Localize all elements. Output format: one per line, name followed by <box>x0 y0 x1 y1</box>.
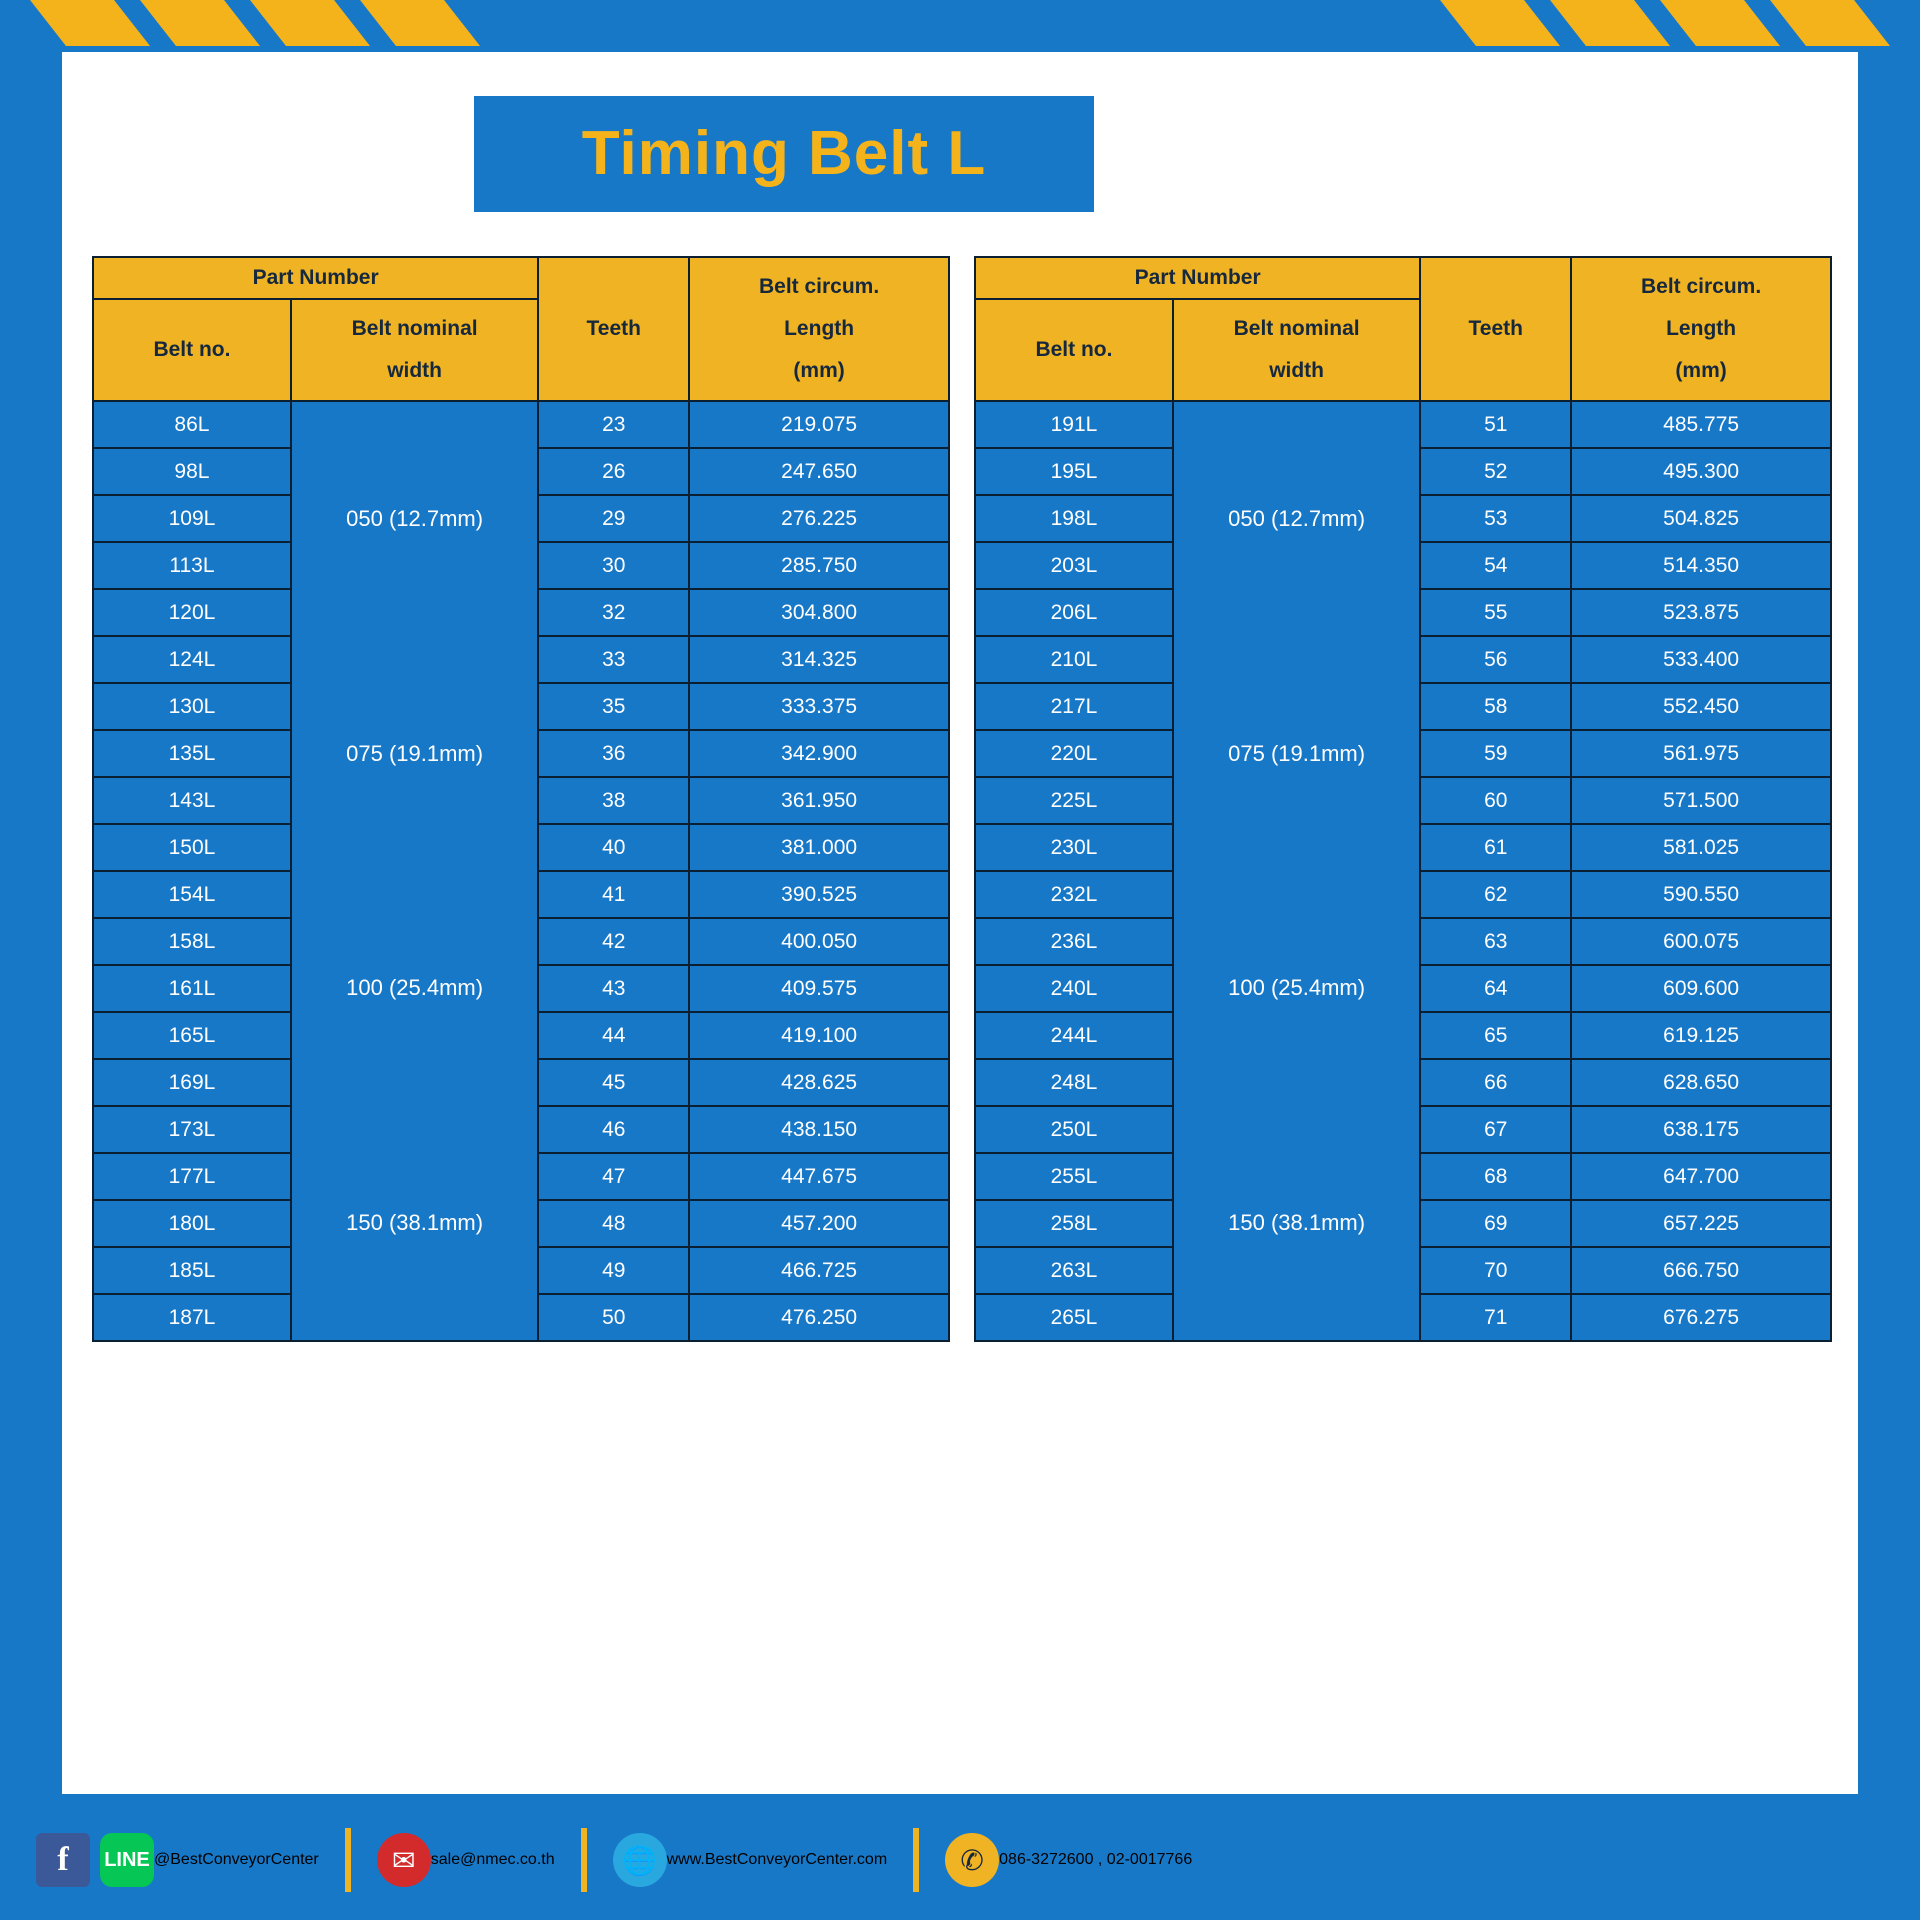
cell-belt-no: 236L <box>975 918 1173 965</box>
cell-teeth: 56 <box>1420 636 1571 683</box>
cell-length: 390.525 <box>689 871 949 918</box>
cell-teeth: 71 <box>1420 1294 1571 1341</box>
cell-teeth: 69 <box>1420 1200 1571 1247</box>
cell-teeth: 68 <box>1420 1153 1571 1200</box>
footer-divider-2 <box>581 1828 587 1892</box>
cell-teeth: 63 <box>1420 918 1571 965</box>
social-handle: @BestConveyorCenter <box>154 1851 319 1868</box>
chevron-decor-6 <box>1550 0 1670 46</box>
chevron-decor-8 <box>1770 0 1890 46</box>
header-belt-no-left: Belt no. <box>93 299 291 401</box>
cell-teeth: 65 <box>1420 1012 1571 1059</box>
footer-divider-1 <box>345 1828 351 1892</box>
cell-length: 419.100 <box>689 1012 949 1059</box>
cell-length: 381.000 <box>689 824 949 871</box>
cell-length: 561.975 <box>1571 730 1831 777</box>
cell-teeth: 33 <box>538 636 689 683</box>
cell-belt-no: 150L <box>93 824 291 871</box>
cell-belt-no: 180L <box>93 1200 291 1247</box>
cell-length: 342.900 <box>689 730 949 777</box>
cell-teeth: 44 <box>538 1012 689 1059</box>
cell-teeth: 58 <box>1420 683 1571 730</box>
header-length-label-left: Length <box>784 317 855 340</box>
cell-length: 409.575 <box>689 965 949 1012</box>
belt-table-left-body <box>93 401 949 1341</box>
page-title-banner <box>474 96 1094 212</box>
cell-length: 333.375 <box>689 683 949 730</box>
header-length-label-right: Length <box>1666 317 1737 340</box>
cell-teeth: 23 <box>538 401 689 448</box>
belt-width-option-2: 100 (25.4mm) <box>1228 975 1366 1001</box>
belt-table-left <box>92 256 950 1342</box>
cell-belt-no: 86L <box>93 401 291 448</box>
header-belt-width-left <box>291 299 538 401</box>
facebook-icon[interactable]: f <box>36 1833 90 1887</box>
header-teeth-right: Teeth <box>1420 257 1571 401</box>
cell-length: 485.775 <box>1571 401 1831 448</box>
belt-tables <box>92 256 1832 1342</box>
cell-teeth: 50 <box>538 1294 689 1341</box>
header-part-number-left: Part Number <box>93 257 538 299</box>
cell-belt-no: 232L <box>975 871 1173 918</box>
cell-belt-no: 217L <box>975 683 1173 730</box>
globe-icon[interactable]: 🌐 <box>613 1833 667 1887</box>
cell-teeth: 70 <box>1420 1247 1571 1294</box>
cell-teeth: 66 <box>1420 1059 1571 1106</box>
cell-teeth: 32 <box>538 589 689 636</box>
cell-teeth: 49 <box>538 1247 689 1294</box>
cell-belt-no: 187L <box>93 1294 291 1341</box>
belt-width-option-1: 075 (19.1mm) <box>1228 740 1366 766</box>
cell-belt-no: 158L <box>93 918 291 965</box>
header-teeth-left: Teeth <box>538 257 689 401</box>
cell-teeth: 29 <box>538 495 689 542</box>
chevron-decor-3 <box>250 0 370 46</box>
cell-belt-no: 225L <box>975 777 1173 824</box>
cell-length: 314.325 <box>689 636 949 683</box>
cell-teeth: 59 <box>1420 730 1571 777</box>
cell-belt-no: 203L <box>975 542 1173 589</box>
cell-length: 400.050 <box>689 918 949 965</box>
cell-belt-no: 113L <box>93 542 291 589</box>
cell-belt-no: 130L <box>93 683 291 730</box>
cell-belt-no: 124L <box>93 636 291 683</box>
cell-belt-no: 250L <box>975 1106 1173 1153</box>
cell-belt-no: 120L <box>93 589 291 636</box>
cell-length: 438.150 <box>689 1106 949 1153</box>
footer-website[interactable] <box>613 1833 888 1887</box>
cell-belt-no: 98L <box>93 448 291 495</box>
cell-length: 600.075 <box>1571 918 1831 965</box>
cell-teeth: 47 <box>538 1153 689 1200</box>
cell-teeth: 40 <box>538 824 689 871</box>
cell-teeth: 48 <box>538 1200 689 1247</box>
cell-teeth: 36 <box>538 730 689 777</box>
cell-belt-no: 206L <box>975 589 1173 636</box>
cell-belt-no: 161L <box>93 965 291 1012</box>
header-belt-width-right <box>1173 299 1420 401</box>
cell-length: 361.950 <box>689 777 949 824</box>
cell-teeth: 26 <box>538 448 689 495</box>
cell-belt-nominal-width <box>291 401 538 1341</box>
cell-teeth: 45 <box>538 1059 689 1106</box>
header-mm-label-right: (mm) <box>1675 359 1727 382</box>
cell-length: 514.350 <box>1571 542 1831 589</box>
cell-teeth: 38 <box>538 777 689 824</box>
cell-belt-no: 198L <box>975 495 1173 542</box>
header-belt-no-right: Belt no. <box>975 299 1173 401</box>
cell-belt-no: 255L <box>975 1153 1173 1200</box>
cell-belt-no: 248L <box>975 1059 1173 1106</box>
phone-icon[interactable]: ✆ <box>945 1833 999 1887</box>
cell-teeth: 52 <box>1420 448 1571 495</box>
footer-divider-3 <box>913 1828 919 1892</box>
cell-belt-no: 177L <box>93 1153 291 1200</box>
cell-teeth: 64 <box>1420 965 1571 1012</box>
belt-width-option-0: 050 (12.7mm) <box>1228 506 1366 532</box>
cell-belt-no: 210L <box>975 636 1173 683</box>
header-belt-width-line2-left: width <box>387 359 443 382</box>
cell-length: 609.600 <box>1571 965 1831 1012</box>
cell-teeth: 61 <box>1420 824 1571 871</box>
footer-email[interactable] <box>377 1833 555 1887</box>
cell-belt-no: 195L <box>975 448 1173 495</box>
belt-width-option-2: 100 (25.4mm) <box>346 975 484 1001</box>
cell-teeth: 54 <box>1420 542 1571 589</box>
phone-text: 086-3272600 , 02-0017766 <box>999 1851 1193 1868</box>
email-icon[interactable]: ✉ <box>377 1833 431 1887</box>
cell-teeth: 41 <box>538 871 689 918</box>
belt-table-right-body <box>975 401 1831 1341</box>
cell-belt-no: 173L <box>93 1106 291 1153</box>
page-title: Timing Belt L <box>581 119 987 188</box>
cell-length: 676.275 <box>1571 1294 1831 1341</box>
cell-belt-no: 135L <box>93 730 291 777</box>
cell-belt-no: 154L <box>93 871 291 918</box>
cell-length: 590.550 <box>1571 871 1831 918</box>
cell-belt-no: 169L <box>93 1059 291 1106</box>
cell-length: 428.625 <box>689 1059 949 1106</box>
cell-length: 571.500 <box>1571 777 1831 824</box>
cell-belt-no: 191L <box>975 401 1173 448</box>
cell-length: 304.800 <box>689 589 949 636</box>
header-mm-label-left: (mm) <box>793 359 845 382</box>
cell-belt-nominal-width <box>1173 401 1420 1341</box>
cell-teeth: 35 <box>538 683 689 730</box>
header-belt-circum-label-left: Belt circum. <box>758 275 880 298</box>
chevron-decor-2 <box>140 0 260 46</box>
cell-length: 219.075 <box>689 401 949 448</box>
cell-teeth: 53 <box>1420 495 1571 542</box>
cell-teeth: 51 <box>1420 401 1571 448</box>
cell-length: 533.400 <box>1571 636 1831 683</box>
cell-teeth: 30 <box>538 542 689 589</box>
cell-length: 476.250 <box>689 1294 949 1341</box>
cell-length: 628.650 <box>1571 1059 1831 1106</box>
cell-length: 638.175 <box>1571 1106 1831 1153</box>
cell-belt-no: 240L <box>975 965 1173 1012</box>
header-belt-circum-left <box>689 257 949 401</box>
cell-length: 276.225 <box>689 495 949 542</box>
cell-length: 447.675 <box>689 1153 949 1200</box>
cell-belt-no: 265L <box>975 1294 1173 1341</box>
cell-length: 581.025 <box>1571 824 1831 871</box>
cell-belt-no: 244L <box>975 1012 1173 1059</box>
cell-teeth: 55 <box>1420 589 1571 636</box>
chevron-decor-1 <box>30 0 150 46</box>
email-text: sale@nmec.co.th <box>430 1851 555 1868</box>
cell-length: 523.875 <box>1571 589 1831 636</box>
header-belt-width-line2-right: width <box>1269 359 1325 382</box>
cell-belt-no: 220L <box>975 730 1173 777</box>
footer-phone[interactable] <box>945 1833 1192 1887</box>
cell-belt-no: 258L <box>975 1200 1173 1247</box>
cell-length: 504.825 <box>1571 495 1831 542</box>
belt-width-option-0: 050 (12.7mm) <box>346 506 484 532</box>
footer-bar <box>0 1800 1920 1920</box>
belt-table-right <box>974 256 1832 1342</box>
header-part-number-right: Part Number <box>975 257 1420 299</box>
cell-length: 285.750 <box>689 542 949 589</box>
website-text: www.BestConveyorCenter.com <box>666 1851 888 1868</box>
chevron-decor-4 <box>360 0 480 46</box>
cell-belt-no: 185L <box>93 1247 291 1294</box>
cell-belt-no: 230L <box>975 824 1173 871</box>
header-belt-circum-label-right: Belt circum. <box>1640 275 1762 298</box>
cell-length: 619.125 <box>1571 1012 1831 1059</box>
line-icon[interactable]: LINE <box>100 1833 154 1887</box>
cell-length: 247.650 <box>689 448 949 495</box>
cell-belt-no: 109L <box>93 495 291 542</box>
header-belt-width-line1-left: Belt nominal <box>351 317 478 340</box>
cell-belt-no: 165L <box>93 1012 291 1059</box>
cell-teeth: 67 <box>1420 1106 1571 1153</box>
cell-teeth: 62 <box>1420 871 1571 918</box>
cell-length: 666.750 <box>1571 1247 1831 1294</box>
cell-length: 457.200 <box>689 1200 949 1247</box>
cell-length: 495.300 <box>1571 448 1831 495</box>
cell-teeth: 46 <box>538 1106 689 1153</box>
belt-width-option-1: 075 (19.1mm) <box>346 740 484 766</box>
belt-width-option-3: 150 (38.1mm) <box>1228 1209 1366 1235</box>
cell-teeth: 42 <box>538 918 689 965</box>
footer-social[interactable] <box>36 1833 319 1887</box>
cell-length: 647.700 <box>1571 1153 1831 1200</box>
cell-length: 657.225 <box>1571 1200 1831 1247</box>
belt-width-option-3: 150 (38.1mm) <box>346 1209 484 1235</box>
chevron-decor-7 <box>1660 0 1780 46</box>
cell-teeth: 43 <box>538 965 689 1012</box>
chevron-decor-5 <box>1440 0 1560 46</box>
cell-length: 552.450 <box>1571 683 1831 730</box>
cell-belt-no: 263L <box>975 1247 1173 1294</box>
header-belt-circum-right <box>1571 257 1831 401</box>
cell-belt-no: 143L <box>93 777 291 824</box>
cell-length: 466.725 <box>689 1247 949 1294</box>
header-belt-width-line1-right: Belt nominal <box>1233 317 1360 340</box>
table-row <box>93 401 949 448</box>
cell-teeth: 60 <box>1420 777 1571 824</box>
table-row <box>975 401 1831 448</box>
